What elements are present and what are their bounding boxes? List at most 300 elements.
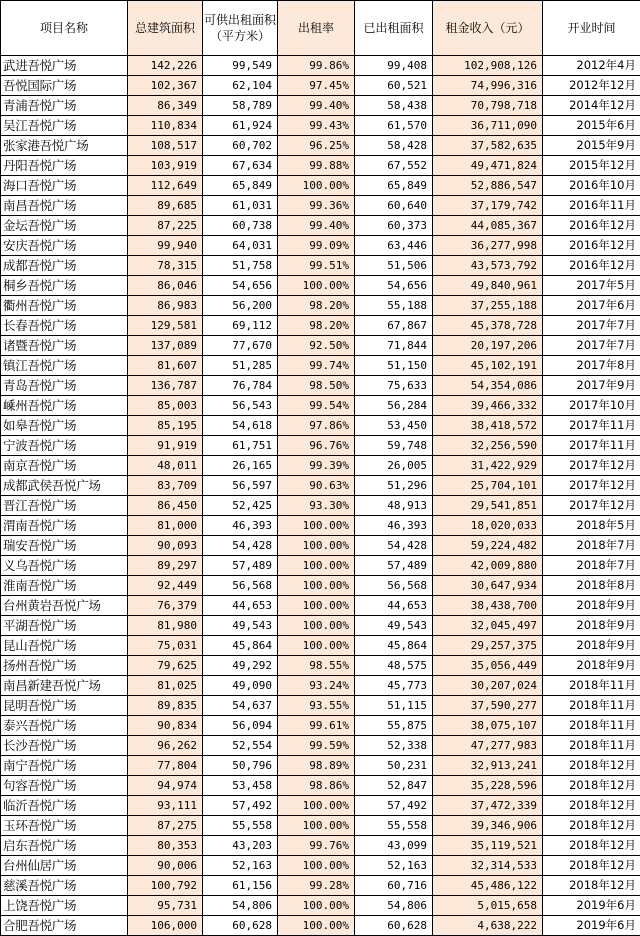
cell-project-name: 昆明吾悦广场 bbox=[1, 696, 128, 716]
cell-project-name: 义乌吾悦广场 bbox=[1, 556, 128, 576]
cell-project-name: 桐乡吾悦广场 bbox=[1, 276, 128, 296]
cell-total-floor-area: 85,003 bbox=[128, 396, 203, 416]
cell-leased-area: 51,115 bbox=[355, 696, 433, 716]
cell-project-name: 嵊州吾悦广场 bbox=[1, 396, 128, 416]
col-header-occupancy-rate: 出租率 bbox=[278, 1, 355, 56]
cell-rental-income: 35,056,449 bbox=[433, 656, 543, 676]
cell-leasable-area: 54,618 bbox=[203, 416, 278, 436]
cell-project-name: 南宁吾悦广场 bbox=[1, 756, 128, 776]
cell-leased-area: 55,875 bbox=[355, 716, 433, 736]
cell-total-floor-area: 129,581 bbox=[128, 316, 203, 336]
cell-occupancy-rate: 100.00% bbox=[278, 636, 355, 656]
cell-total-floor-area: 86,046 bbox=[128, 276, 203, 296]
cell-occupancy-rate: 99.39% bbox=[278, 456, 355, 476]
table-row bbox=[1, 336, 640, 356]
cell-project-name: 安庆吾悦广场 bbox=[1, 236, 128, 256]
cell-leasable-area: 49,090 bbox=[203, 676, 278, 696]
cell-rental-income: 36,711,090 bbox=[433, 116, 543, 136]
cell-project-name: 台州黄岩吾悦广场 bbox=[1, 596, 128, 616]
cell-leased-area: 45,864 bbox=[355, 636, 433, 656]
table-row bbox=[1, 456, 640, 476]
cell-leased-area: 51,296 bbox=[355, 476, 433, 496]
cell-total-floor-area: 81,980 bbox=[128, 616, 203, 636]
table-row bbox=[1, 236, 640, 256]
cell-rental-income: 5,015,658 bbox=[433, 896, 543, 916]
cell-opening-date: 2018年11月 bbox=[543, 696, 640, 716]
cell-leased-area: 44,653 bbox=[355, 596, 433, 616]
cell-leased-area: 45,773 bbox=[355, 676, 433, 696]
cell-leasable-area: 58,789 bbox=[203, 96, 278, 116]
cell-occupancy-rate: 99.74% bbox=[278, 356, 355, 376]
cell-occupancy-rate: 98.20% bbox=[278, 296, 355, 316]
cell-occupancy-rate: 100.00% bbox=[278, 796, 355, 816]
cell-project-name: 诸暨吾悦广场 bbox=[1, 336, 128, 356]
cell-leasable-area: 26,165 bbox=[203, 456, 278, 476]
cell-project-name: 合肥吾悦广场 bbox=[1, 916, 128, 936]
cell-opening-date: 2017年12月 bbox=[543, 456, 640, 476]
cell-leased-area: 55,558 bbox=[355, 816, 433, 836]
cell-leased-area: 60,716 bbox=[355, 876, 433, 896]
cell-occupancy-rate: 98.89% bbox=[278, 756, 355, 776]
cell-rental-income: 37,472,339 bbox=[433, 796, 543, 816]
cell-occupancy-rate: 99.54% bbox=[278, 396, 355, 416]
cell-opening-date: 2018年9月 bbox=[543, 636, 640, 656]
table-row bbox=[1, 896, 640, 916]
cell-opening-date: 2018年11月 bbox=[543, 736, 640, 756]
cell-rental-income: 74,996,316 bbox=[433, 76, 543, 96]
cell-occupancy-rate: 98.86% bbox=[278, 776, 355, 796]
cell-total-floor-area: 77,804 bbox=[128, 756, 203, 776]
cell-total-floor-area: 87,275 bbox=[128, 816, 203, 836]
cell-project-name: 上饶吾悦广场 bbox=[1, 896, 128, 916]
cell-total-floor-area: 89,297 bbox=[128, 556, 203, 576]
table-row bbox=[1, 476, 640, 496]
cell-total-floor-area: 79,625 bbox=[128, 656, 203, 676]
table-row bbox=[1, 716, 640, 736]
cell-leased-area: 51,506 bbox=[355, 256, 433, 276]
table-row bbox=[1, 796, 640, 816]
cell-leased-area: 57,492 bbox=[355, 796, 433, 816]
col-header-rental-income: 租金收入（元） bbox=[433, 1, 543, 56]
cell-rental-income: 37,590,277 bbox=[433, 696, 543, 716]
cell-total-floor-area: 86,983 bbox=[128, 296, 203, 316]
cell-occupancy-rate: 100.00% bbox=[278, 816, 355, 836]
cell-occupancy-rate: 98.55% bbox=[278, 656, 355, 676]
cell-leased-area: 54,806 bbox=[355, 896, 433, 916]
cell-occupancy-rate: 100.00% bbox=[278, 176, 355, 196]
cell-project-name: 长春吾悦广场 bbox=[1, 316, 128, 336]
cell-leasable-area: 65,849 bbox=[203, 176, 278, 196]
cell-rental-income: 30,207,024 bbox=[433, 676, 543, 696]
table-row bbox=[1, 56, 640, 76]
cell-occupancy-rate: 99.09% bbox=[278, 236, 355, 256]
cell-total-floor-area: 89,835 bbox=[128, 696, 203, 716]
cell-project-name: 台州仙居广场 bbox=[1, 856, 128, 876]
table-row bbox=[1, 576, 640, 596]
cell-total-floor-area: 99,940 bbox=[128, 236, 203, 256]
cell-rental-income: 30,647,934 bbox=[433, 576, 543, 596]
cell-leased-area: 71,844 bbox=[355, 336, 433, 356]
cell-leased-area: 55,188 bbox=[355, 296, 433, 316]
cell-leasable-area: 55,558 bbox=[203, 816, 278, 836]
cell-leasable-area: 60,738 bbox=[203, 216, 278, 236]
cell-leasable-area: 57,492 bbox=[203, 796, 278, 816]
cell-project-name: 青浦吾悦广场 bbox=[1, 96, 128, 116]
cell-project-name: 晋江吾悦广场 bbox=[1, 496, 128, 516]
cell-total-floor-area: 85,195 bbox=[128, 416, 203, 436]
cell-rental-income: 43,573,792 bbox=[433, 256, 543, 276]
cell-occupancy-rate: 96.76% bbox=[278, 436, 355, 456]
cell-opening-date: 2018年9月 bbox=[543, 596, 640, 616]
cell-occupancy-rate: 99.59% bbox=[278, 736, 355, 756]
cell-occupancy-rate: 99.86% bbox=[278, 56, 355, 76]
table-row bbox=[1, 636, 640, 656]
col-header-leasable-area: 可供出租面积（平方米） bbox=[203, 1, 278, 56]
cell-leasable-area: 54,428 bbox=[203, 536, 278, 556]
cell-total-floor-area: 108,517 bbox=[128, 136, 203, 156]
cell-opening-date: 2017年7月 bbox=[543, 316, 640, 336]
cell-project-name: 昆山吾悦广场 bbox=[1, 636, 128, 656]
cell-leasable-area: 56,094 bbox=[203, 716, 278, 736]
cell-project-name: 成都吾悦广场 bbox=[1, 256, 128, 276]
cell-opening-date: 2017年11月 bbox=[543, 436, 640, 456]
cell-total-floor-area: 90,834 bbox=[128, 716, 203, 736]
cell-opening-date: 2012年4月 bbox=[543, 56, 640, 76]
cell-opening-date: 2018年9月 bbox=[543, 616, 640, 636]
cell-leasable-area: 53,458 bbox=[203, 776, 278, 796]
cell-opening-date: 2017年8月 bbox=[543, 356, 640, 376]
cell-project-name: 长沙吾悦广场 bbox=[1, 736, 128, 756]
cell-leased-area: 60,373 bbox=[355, 216, 433, 236]
cell-leasable-area: 54,656 bbox=[203, 276, 278, 296]
cell-opening-date: 2017年9月 bbox=[543, 376, 640, 396]
cell-project-name: 吴江吾悦广场 bbox=[1, 116, 128, 136]
cell-total-floor-area: 90,093 bbox=[128, 536, 203, 556]
cell-rental-income: 20,197,206 bbox=[433, 336, 543, 356]
cell-occupancy-rate: 99.51% bbox=[278, 256, 355, 276]
cell-occupancy-rate: 97.86% bbox=[278, 416, 355, 436]
cell-project-name: 启东吾悦广场 bbox=[1, 836, 128, 856]
cell-rental-income: 25,704,101 bbox=[433, 476, 543, 496]
cell-rental-income: 44,085,367 bbox=[433, 216, 543, 236]
table-row bbox=[1, 776, 640, 796]
cell-leased-area: 43,099 bbox=[355, 836, 433, 856]
cell-total-floor-area: 86,450 bbox=[128, 496, 203, 516]
cell-rental-income: 38,418,572 bbox=[433, 416, 543, 436]
cell-occupancy-rate: 90.63% bbox=[278, 476, 355, 496]
cell-leasable-area: 45,864 bbox=[203, 636, 278, 656]
cell-total-floor-area: 89,685 bbox=[128, 196, 203, 216]
cell-occupancy-rate: 100.00% bbox=[278, 516, 355, 536]
cell-leased-area: 26,005 bbox=[355, 456, 433, 476]
cell-total-floor-area: 76,379 bbox=[128, 596, 203, 616]
cell-project-name: 淮南吾悦广场 bbox=[1, 576, 128, 596]
table-row bbox=[1, 616, 640, 636]
cell-total-floor-area: 106,000 bbox=[128, 916, 203, 936]
cell-total-floor-area: 96,262 bbox=[128, 736, 203, 756]
cell-leased-area: 50,231 bbox=[355, 756, 433, 776]
cell-leased-area: 53,450 bbox=[355, 416, 433, 436]
cell-leased-area: 56,284 bbox=[355, 396, 433, 416]
table-row bbox=[1, 676, 640, 696]
cell-leasable-area: 43,203 bbox=[203, 836, 278, 856]
cell-total-floor-area: 90,006 bbox=[128, 856, 203, 876]
cell-opening-date: 2015年6月 bbox=[543, 116, 640, 136]
cell-leasable-area: 61,751 bbox=[203, 436, 278, 456]
cell-leasable-area: 52,163 bbox=[203, 856, 278, 876]
cell-total-floor-area: 75,031 bbox=[128, 636, 203, 656]
cell-leasable-area: 50,796 bbox=[203, 756, 278, 776]
cell-total-floor-area: 112,649 bbox=[128, 176, 203, 196]
table-row bbox=[1, 356, 640, 376]
table-row bbox=[1, 296, 640, 316]
cell-rental-income: 32,256,590 bbox=[433, 436, 543, 456]
cell-rental-income: 29,541,851 bbox=[433, 496, 543, 516]
cell-total-floor-area: 80,353 bbox=[128, 836, 203, 856]
cell-leasable-area: 60,702 bbox=[203, 136, 278, 156]
cell-project-name: 海口吾悦广场 bbox=[1, 176, 128, 196]
cell-project-name: 丹阳吾悦广场 bbox=[1, 156, 128, 176]
cell-leasable-area: 61,031 bbox=[203, 196, 278, 216]
cell-project-name: 扬州吾悦广场 bbox=[1, 656, 128, 676]
cell-rental-income: 29,257,375 bbox=[433, 636, 543, 656]
cell-rental-income: 70,798,718 bbox=[433, 96, 543, 116]
cell-occupancy-rate: 100.00% bbox=[278, 856, 355, 876]
table-row bbox=[1, 836, 640, 856]
cell-rental-income: 38,075,107 bbox=[433, 716, 543, 736]
cell-rental-income: 47,277,983 bbox=[433, 736, 543, 756]
cell-rental-income: 49,840,961 bbox=[433, 276, 543, 296]
cell-leasable-area: 54,806 bbox=[203, 896, 278, 916]
col-header-total-floor-area: 总建筑面积 bbox=[128, 1, 203, 56]
cell-occupancy-rate: 100.00% bbox=[278, 916, 355, 936]
cell-rental-income: 18,020,033 bbox=[433, 516, 543, 536]
cell-occupancy-rate: 100.00% bbox=[278, 556, 355, 576]
cell-opening-date: 2017年11月 bbox=[543, 416, 640, 436]
cell-opening-date: 2016年10月 bbox=[543, 176, 640, 196]
table-row bbox=[1, 376, 640, 396]
cell-opening-date: 2018年7月 bbox=[543, 556, 640, 576]
table-row bbox=[1, 136, 640, 156]
cell-occupancy-rate: 99.43% bbox=[278, 116, 355, 136]
cell-occupancy-rate: 100.00% bbox=[278, 616, 355, 636]
cell-total-floor-area: 78,315 bbox=[128, 256, 203, 276]
cell-leasable-area: 52,425 bbox=[203, 496, 278, 516]
cell-leasable-area: 44,653 bbox=[203, 596, 278, 616]
cell-leased-area: 56,568 bbox=[355, 576, 433, 596]
cell-opening-date: 2017年12月 bbox=[543, 476, 640, 496]
cell-total-floor-area: 81,607 bbox=[128, 356, 203, 376]
table-row bbox=[1, 216, 640, 236]
table-row bbox=[1, 536, 640, 556]
cell-total-floor-area: 92,449 bbox=[128, 576, 203, 596]
table-row bbox=[1, 736, 640, 756]
cell-total-floor-area: 81,000 bbox=[128, 516, 203, 536]
cell-total-floor-area: 142,226 bbox=[128, 56, 203, 76]
cell-leased-area: 67,867 bbox=[355, 316, 433, 336]
cell-project-name: 玉环吾悦广场 bbox=[1, 816, 128, 836]
cell-opening-date: 2018年5月 bbox=[543, 516, 640, 536]
cell-leased-area: 58,438 bbox=[355, 96, 433, 116]
cell-rental-income: 45,378,728 bbox=[433, 316, 543, 336]
cell-occupancy-rate: 93.30% bbox=[278, 496, 355, 516]
cell-opening-date: 2015年12月 bbox=[543, 156, 640, 176]
cell-opening-date: 2018年11月 bbox=[543, 716, 640, 736]
cell-opening-date: 2018年12月 bbox=[543, 876, 640, 896]
cell-occupancy-rate: 93.24% bbox=[278, 676, 355, 696]
cell-leasable-area: 67,634 bbox=[203, 156, 278, 176]
cell-leasable-area: 56,543 bbox=[203, 396, 278, 416]
cell-leased-area: 46,393 bbox=[355, 516, 433, 536]
col-header-opening-date: 开业时间 bbox=[543, 1, 640, 56]
cell-project-name: 瑞安吾悦广场 bbox=[1, 536, 128, 556]
cell-leased-area: 60,521 bbox=[355, 76, 433, 96]
table-row bbox=[1, 276, 640, 296]
cell-leasable-area: 46,393 bbox=[203, 516, 278, 536]
cell-opening-date: 2012年12月 bbox=[543, 76, 640, 96]
table-row bbox=[1, 396, 640, 416]
table-row bbox=[1, 76, 640, 96]
cell-opening-date: 2018年12月 bbox=[543, 796, 640, 816]
cell-leasable-area: 52,554 bbox=[203, 736, 278, 756]
cell-leased-area: 54,428 bbox=[355, 536, 433, 556]
cell-project-name: 宁波吾悦广场 bbox=[1, 436, 128, 456]
cell-opening-date: 2016年12月 bbox=[543, 256, 640, 276]
col-header-leased-area: 已出租面积 bbox=[355, 1, 433, 56]
cell-occupancy-rate: 99.28% bbox=[278, 876, 355, 896]
cell-total-floor-area: 91,919 bbox=[128, 436, 203, 456]
cell-occupancy-rate: 98.50% bbox=[278, 376, 355, 396]
cell-rental-income: 52,886,547 bbox=[433, 176, 543, 196]
cell-total-floor-area: 102,367 bbox=[128, 76, 203, 96]
cell-project-name: 慈溪吾悦广场 bbox=[1, 876, 128, 896]
cell-opening-date: 2014年12月 bbox=[543, 96, 640, 116]
cell-leasable-area: 49,543 bbox=[203, 616, 278, 636]
cell-opening-date: 2017年10月 bbox=[543, 396, 640, 416]
cell-leasable-area: 69,112 bbox=[203, 316, 278, 336]
table-row bbox=[1, 256, 640, 276]
cell-occupancy-rate: 99.40% bbox=[278, 96, 355, 116]
cell-rental-income: 102,908,126 bbox=[433, 56, 543, 76]
cell-leasable-area: 49,292 bbox=[203, 656, 278, 676]
cell-opening-date: 2018年12月 bbox=[543, 836, 640, 856]
table-row bbox=[1, 516, 640, 536]
cell-leasable-area: 51,285 bbox=[203, 356, 278, 376]
cell-total-floor-area: 103,919 bbox=[128, 156, 203, 176]
cell-leasable-area: 57,489 bbox=[203, 556, 278, 576]
table-row bbox=[1, 596, 640, 616]
col-header-project-name: 项目名称 bbox=[1, 1, 128, 56]
cell-total-floor-area: 87,225 bbox=[128, 216, 203, 236]
cell-occupancy-rate: 98.20% bbox=[278, 316, 355, 336]
table-row bbox=[1, 116, 640, 136]
cell-leased-area: 48,913 bbox=[355, 496, 433, 516]
cell-occupancy-rate: 100.00% bbox=[278, 536, 355, 556]
cell-leasable-area: 56,568 bbox=[203, 576, 278, 596]
cell-leasable-area: 64,031 bbox=[203, 236, 278, 256]
cell-opening-date: 2018年12月 bbox=[543, 756, 640, 776]
cell-rental-income: 59,224,482 bbox=[433, 536, 543, 556]
cell-total-floor-area: 94,974 bbox=[128, 776, 203, 796]
table-row bbox=[1, 816, 640, 836]
cell-occupancy-rate: 99.40% bbox=[278, 216, 355, 236]
cell-rental-income: 36,277,998 bbox=[433, 236, 543, 256]
cell-project-name: 南昌新建吾悦广场 bbox=[1, 676, 128, 696]
cell-rental-income: 39,346,906 bbox=[433, 816, 543, 836]
cell-project-name: 平湖吾悦广场 bbox=[1, 616, 128, 636]
cell-leasable-area: 51,758 bbox=[203, 256, 278, 276]
table-body bbox=[1, 56, 640, 936]
cell-leasable-area: 60,628 bbox=[203, 916, 278, 936]
cell-rental-income: 4,638,222 bbox=[433, 916, 543, 936]
cell-rental-income: 45,486,122 bbox=[433, 876, 543, 896]
cell-rental-income: 35,228,596 bbox=[433, 776, 543, 796]
cell-total-floor-area: 136,787 bbox=[128, 376, 203, 396]
cell-leased-area: 52,847 bbox=[355, 776, 433, 796]
cell-occupancy-rate: 99.88% bbox=[278, 156, 355, 176]
cell-project-name: 临沂吾悦广场 bbox=[1, 796, 128, 816]
cell-leased-area: 67,552 bbox=[355, 156, 433, 176]
cell-leasable-area: 54,637 bbox=[203, 696, 278, 716]
cell-leasable-area: 56,200 bbox=[203, 296, 278, 316]
cell-rental-income: 37,179,742 bbox=[433, 196, 543, 216]
cell-leased-area: 57,489 bbox=[355, 556, 433, 576]
cell-project-name: 张家港吾悦广场 bbox=[1, 136, 128, 156]
cell-total-floor-area: 95,731 bbox=[128, 896, 203, 916]
cell-leasable-area: 76,784 bbox=[203, 376, 278, 396]
cell-rental-income: 35,119,521 bbox=[433, 836, 543, 856]
cell-project-name: 句容吾悦广场 bbox=[1, 776, 128, 796]
cell-rental-income: 54,354,086 bbox=[433, 376, 543, 396]
cell-leasable-area: 61,156 bbox=[203, 876, 278, 896]
cell-leasable-area: 61,924 bbox=[203, 116, 278, 136]
cell-opening-date: 2018年7月 bbox=[543, 536, 640, 556]
cell-occupancy-rate: 96.25% bbox=[278, 136, 355, 156]
cell-rental-income: 32,314,533 bbox=[433, 856, 543, 876]
cell-occupancy-rate: 100.00% bbox=[278, 276, 355, 296]
cell-leased-area: 75,633 bbox=[355, 376, 433, 396]
cell-opening-date: 2018年12月 bbox=[543, 816, 640, 836]
cell-opening-date: 2017年6月 bbox=[543, 296, 640, 316]
table-row bbox=[1, 756, 640, 776]
table-row bbox=[1, 316, 640, 336]
cell-occupancy-rate: 100.00% bbox=[278, 596, 355, 616]
cell-occupancy-rate: 99.76% bbox=[278, 836, 355, 856]
cell-opening-date: 2015年9月 bbox=[543, 136, 640, 156]
cell-opening-date: 2016年12月 bbox=[543, 216, 640, 236]
cell-total-floor-area: 110,834 bbox=[128, 116, 203, 136]
cell-occupancy-rate: 97.45% bbox=[278, 76, 355, 96]
cell-rental-income: 49,471,824 bbox=[433, 156, 543, 176]
cell-opening-date: 2016年12月 bbox=[543, 236, 640, 256]
cell-leased-area: 59,748 bbox=[355, 436, 433, 456]
table-row bbox=[1, 436, 640, 456]
table-row bbox=[1, 496, 640, 516]
cell-project-name: 青岛吾悦广场 bbox=[1, 376, 128, 396]
cell-occupancy-rate: 99.61% bbox=[278, 716, 355, 736]
cell-total-floor-area: 137,089 bbox=[128, 336, 203, 356]
cell-project-name: 渭南吾悦广场 bbox=[1, 516, 128, 536]
table-row bbox=[1, 96, 640, 116]
cell-total-floor-area: 93,111 bbox=[128, 796, 203, 816]
cell-leased-area: 65,849 bbox=[355, 176, 433, 196]
cell-leased-area: 51,150 bbox=[355, 356, 433, 376]
cell-leased-area: 48,575 bbox=[355, 656, 433, 676]
table-row bbox=[1, 916, 640, 936]
cell-occupancy-rate: 92.50% bbox=[278, 336, 355, 356]
cell-rental-income: 42,009,880 bbox=[433, 556, 543, 576]
cell-rental-income: 32,913,241 bbox=[433, 756, 543, 776]
